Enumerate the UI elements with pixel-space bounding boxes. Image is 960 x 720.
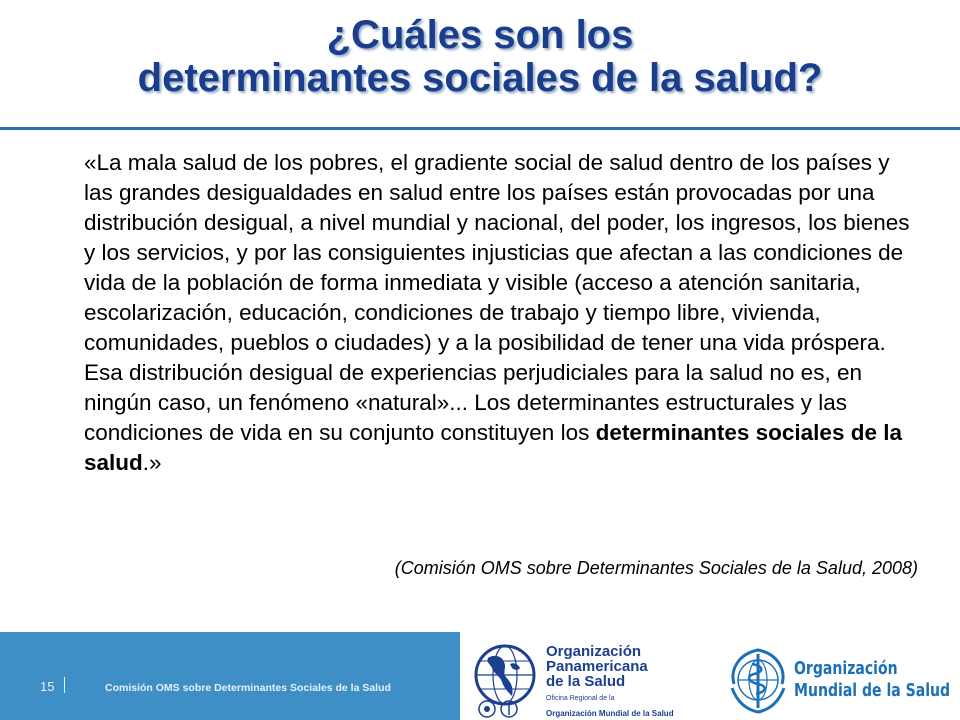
who-seal-icon: [500, 700, 518, 718]
paho-name: [546, 644, 648, 689]
quote-emphasis: determinantes sociales de la salud: [84, 420, 902, 475]
who-logo: [724, 640, 960, 720]
who-name: [794, 658, 950, 702]
quote-source: (Comisión OMS sobre Determinantes Sociales de la Salud, 2008): [394, 558, 918, 578]
slide-title: [0, 14, 960, 100]
who-name-line2: Mundial de la Salud: [794, 680, 951, 701]
quote-close: .»: [142, 450, 162, 475]
paho-subtitle: Oficina Regional de la: [546, 695, 615, 702]
paho-subtitle-org: Organización Mundial de la Salud: [546, 709, 674, 718]
slide-title-line2: determinantes sociales de la salud?: [137, 56, 823, 100]
paho-name-line3: de la Salud: [546, 673, 626, 690]
paho-seal-icon: [478, 700, 496, 718]
footer-caption: Comisión OMS sobre Determinantes Sociales de la Salud: [105, 682, 391, 694]
paho-logo: [474, 640, 714, 718]
page-separator: [64, 677, 65, 693]
who-name-line1: Organización: [794, 658, 898, 679]
page-number: 15: [40, 679, 55, 694]
slide-title-line1: ¿Cuáles son los: [326, 13, 634, 57]
paho-globe-icon: [474, 644, 536, 706]
who-emblem-icon: [724, 644, 792, 716]
paho-name-line2: Panamericana: [546, 658, 648, 675]
title-divider: [0, 127, 960, 130]
quote-text: «La mala salud de los pobres, el gradiente social de salud dentro de los países y las grandes desigualdades en salud entre los países están provocadas por una distribución desigual, a nivel mundial y nacional, del poder, los ingresos, los bienes y los servicios, y por las consiguientes injusticias que afectan a las condiciones de vida de la población de forma inmediata y visible (acceso a atención sanitaria, escolarización, educación, condiciones de trabajo y tiempo libre, vivienda, comunidades, pueblos o ciudades) y a la posibilidad de tener una vida próspera. Esa distribución desigual de experiencias perjudiciales para la salud no es, en ningún caso, un fenómeno «natural»... Los determinantes estructurales y las condiciones de vida en su conjunto constituyen los: [84, 150, 910, 445]
quote-paragraph: [84, 148, 914, 478]
paho-name-line1: Organización: [546, 643, 642, 660]
